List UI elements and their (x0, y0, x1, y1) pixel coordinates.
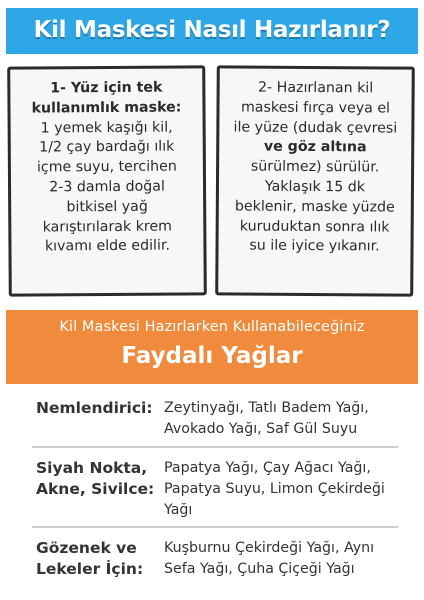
oil-list: Papatya Yağı, Çay Ağacı Yağı, Papatya Suyu, Limon Çekirdeği Yağı (164, 460, 385, 518)
instruction-card-1 (7, 65, 207, 296)
card-line: bitkisel yağ (66, 198, 148, 216)
oil-list: Kuşburnu Çekirdeği Yağı, Aynı Sefa Yağı, Çuha Çiçeği Yağı (164, 540, 375, 577)
card-line: sürülmez) sürülür. (250, 158, 380, 176)
title-banner (6, 8, 418, 54)
instruction-text-1 (20, 78, 193, 257)
card-line: beklenir, maske yüzde (234, 198, 395, 216)
oils-banner (6, 310, 418, 384)
card-line: su ile iyice yıkanır. (249, 237, 380, 255)
page-title: Kil Maskesi Nasıl Hazırlanır? (33, 17, 391, 43)
card-line: içme suyu, tercihen (36, 158, 177, 176)
card-line: 2- Hazırlanan kil (258, 79, 374, 97)
card-line: kullanımlık maske: (31, 99, 182, 117)
card-line: kuruduktan sonra ılık (239, 218, 390, 236)
instruction-card-2 (215, 65, 415, 296)
card-line: karıştırılarak krem (42, 218, 173, 236)
oil-list: Zeytinyağı, Tatlı Badem Yağı, Avokado Yağı, Saf Gül Suyu (164, 400, 369, 437)
card-line: kıvamı elde edilir. (44, 237, 171, 255)
instruction-text-2 (228, 78, 401, 257)
card-line: Yaklaşık 15 dk (264, 178, 366, 196)
card-line: 2-3 damla doğal (49, 178, 165, 196)
oil-category-label: Siyah Nokta, Akne, Sivilce: (36, 459, 155, 498)
card-line: ile yüze (dudak çevresi (233, 119, 398, 137)
card-line: 1- Yüz için tek (50, 79, 163, 97)
oil-category-label: Gözenek ve Lekeler İçin: (36, 539, 144, 578)
divider (32, 526, 398, 528)
card-line: maskesi fırça veya el (240, 99, 391, 117)
divider (32, 446, 398, 448)
oil-category-label: Nemlendirici: (36, 399, 153, 417)
banner-title: Faydalı Yağlar (121, 343, 303, 369)
card-line: ve göz altına (263, 139, 367, 156)
card-line: 1/2 çay bardağı ılık (39, 138, 175, 156)
card-line: 1 yemek kaşığı kil, (40, 119, 173, 137)
banner-subtitle: Kil Maskesi Hazırlarken Kullanabileceğiniz (59, 319, 365, 335)
